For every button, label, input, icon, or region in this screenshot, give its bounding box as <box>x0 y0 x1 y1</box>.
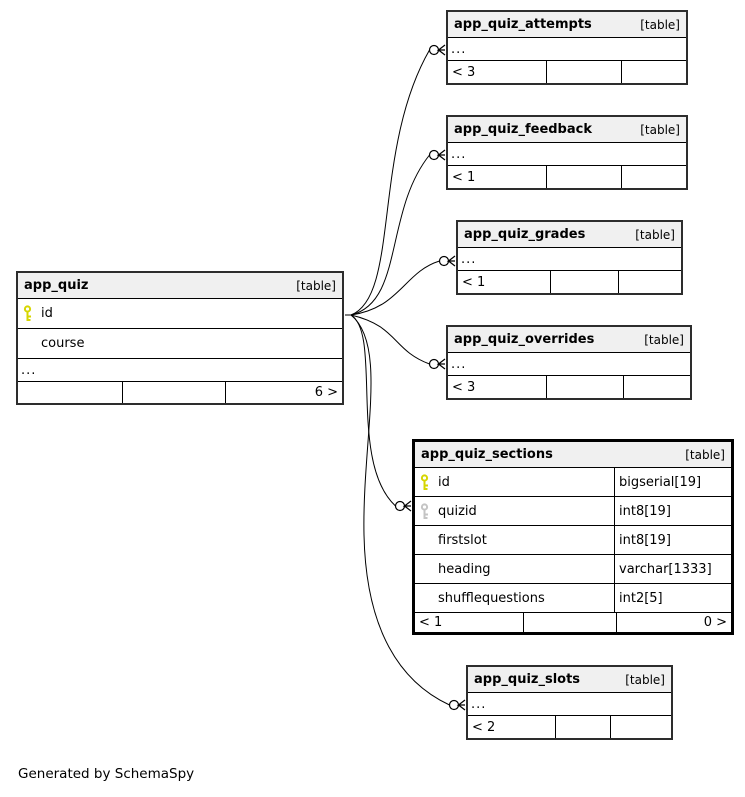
footer-cell-mid <box>546 166 621 188</box>
table-app_quiz_overrides[interactable] <box>446 325 692 400</box>
table-app_quiz_feedback[interactable] <box>446 115 688 190</box>
table-title: app_quiz_grades <box>464 227 586 242</box>
footer-cell-parents: < 1 <box>419 615 443 630</box>
footer-row <box>448 166 686 188</box>
table-header <box>458 222 681 248</box>
table-header <box>18 273 342 299</box>
column-type: varchar[1333] <box>614 555 731 583</box>
column-row-id <box>18 299 342 329</box>
column-name: id <box>41 306 53 321</box>
footer-cell-parents: < 2 <box>472 719 496 735</box>
table-tag: [table] <box>640 122 680 137</box>
table-header <box>468 667 671 693</box>
footer-cell-mid <box>555 716 610 738</box>
footer-row <box>458 271 681 293</box>
footer-cell-parents: < 3 <box>452 64 476 80</box>
table-header <box>448 12 686 38</box>
footer-cell-mid <box>546 376 623 398</box>
table-tag: [table] <box>640 17 680 32</box>
ellipsis-row: ... <box>448 143 686 166</box>
table-title: app_quiz_overrides <box>454 332 595 347</box>
column-name: firstslot <box>438 532 487 548</box>
footer-row <box>448 376 690 398</box>
footer-cell-mid <box>523 613 616 632</box>
footer-cell-parents: < 1 <box>462 274 486 290</box>
primary-key-icon <box>419 474 431 491</box>
table-title: app_quiz <box>24 278 89 293</box>
table-header <box>448 327 690 353</box>
column-type: int2[5] <box>614 584 731 612</box>
ellipsis-row: ... <box>448 353 690 376</box>
table-app_quiz_slots[interactable] <box>466 665 673 740</box>
table-tag: [table] <box>644 332 684 347</box>
column-type: bigserial[19] <box>614 468 731 496</box>
column-name: heading <box>438 561 491 577</box>
footer-cell-children: 6 > <box>225 382 342 403</box>
column-row-heading <box>415 555 731 584</box>
footer-cell-parents: < 3 <box>452 379 476 395</box>
table-tag: [table] <box>685 447 725 462</box>
ellipsis-row: ... <box>468 693 671 716</box>
ellipsis-row: ... <box>448 38 686 61</box>
footer-row <box>448 61 686 83</box>
footer-cell-children <box>621 166 686 188</box>
column-name: quizid <box>438 503 477 519</box>
footer-cell-parents <box>18 382 122 403</box>
footer-cell-children <box>618 271 681 293</box>
table-title: app_quiz_attempts <box>454 17 592 32</box>
table-header <box>448 117 686 143</box>
foreign-key-icon <box>419 503 431 520</box>
column-row-quizid <box>415 497 731 526</box>
column-row-id <box>415 468 731 497</box>
footer-cell-mid <box>550 271 618 293</box>
table-tag: [table] <box>625 672 665 687</box>
ellipsis-row: ... <box>458 248 681 271</box>
table-title: app_quiz_sections <box>421 447 553 462</box>
table-app_quiz_sections[interactable] <box>412 439 734 635</box>
table-tag: [table] <box>635 227 675 242</box>
table-title: app_quiz_slots <box>474 672 581 687</box>
footer-row <box>18 382 342 403</box>
table-app_quiz[interactable] <box>16 271 344 405</box>
column-name: shufflequestions <box>438 590 545 606</box>
footer-cell-children: 0 > <box>616 613 731 632</box>
relationship-app_quiz-app_quiz_sections <box>345 315 411 511</box>
footer-cell-children <box>623 376 690 398</box>
footer-cell-mid <box>546 61 621 83</box>
footer-cell-parents: < 1 <box>452 169 476 185</box>
footer-cell-children <box>610 716 671 738</box>
footer-row <box>468 716 671 738</box>
column-type: int8[19] <box>614 497 731 525</box>
table-header <box>415 442 731 468</box>
column-name: id <box>438 474 450 490</box>
column-type: int8[19] <box>614 526 731 554</box>
column-name: course <box>41 336 85 351</box>
table-app_quiz_grades[interactable] <box>456 220 683 295</box>
relationship-app_quiz-app_quiz_grades <box>345 256 455 315</box>
relationship-app_quiz-app_quiz_overrides <box>345 315 445 369</box>
footer-row <box>415 613 731 632</box>
table-app_quiz_attempts[interactable] <box>446 10 688 85</box>
footer-cell-children <box>621 61 686 83</box>
relationship-app_quiz-app_quiz_feedback <box>345 150 445 315</box>
column-row-course <box>18 329 342 359</box>
column-row-shufflequestions <box>415 584 731 613</box>
generator-credit: Generated by SchemaSpy <box>18 766 195 782</box>
ellipsis-row: ... <box>18 359 342 382</box>
primary-key-icon <box>22 305 34 322</box>
footer-cell-mid <box>122 382 225 403</box>
table-title: app_quiz_feedback <box>454 122 592 137</box>
table-tag: [table] <box>296 278 336 293</box>
column-row-firstslot <box>415 526 731 555</box>
relationship-app_quiz-app_quiz_attempts <box>345 45 445 315</box>
